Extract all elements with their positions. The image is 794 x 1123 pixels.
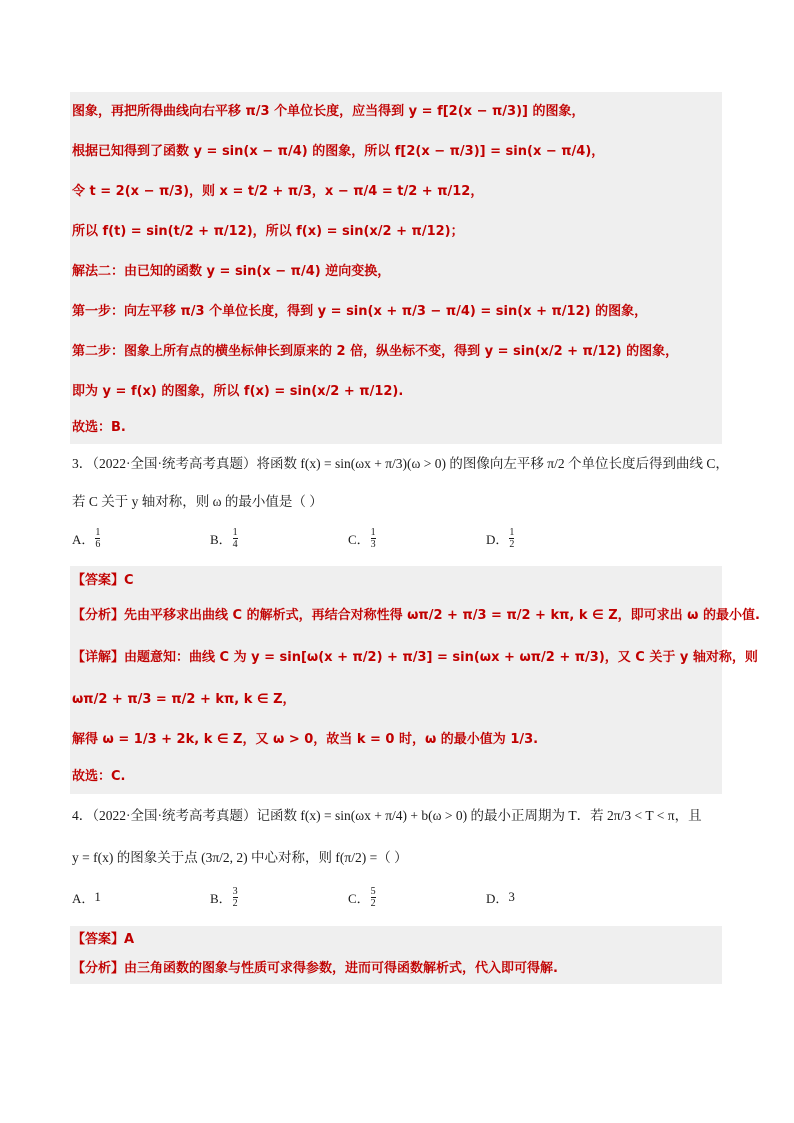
options-row <box>70 520 722 556</box>
question-stem: 4．（2022·全国·统考高考真题）记函数 f(x) = sin(ωx + π/4) + b(ω > 0) 的最小正周期为 T．若 2π/3 < T < π，且 <box>72 808 702 823</box>
answer-label: 【答案】A <box>72 932 135 947</box>
question-stem: y = f(x) 的图象关于点 (3π/2, 2) 中心对称，则 f(π/2) =（ ） <box>72 850 408 865</box>
solution-line: 第二步：图象上所有点的横坐标伸长到原来的 2 倍，纵坐标不变，得到 y = sin(x/2 + π/12) 的图象， <box>72 344 679 359</box>
solution-block-q2 <box>70 92 722 444</box>
option-d: D． $\frac{1}{2}$ <box>486 526 515 550</box>
options-row <box>70 878 722 916</box>
solution-line: 令 t = 2(x − π/3)，则 x = t/2 + π/3，x − π/4 = t/2 + π/12， <box>72 184 484 199</box>
detail-text: 解得 ω = 1/3 + 2k, k ∈ Z，又 ω > 0，故当 k = 0 时，ω 的最小值为 1/3. <box>72 732 539 747</box>
option-c: C． $\frac{1}{3}$ <box>348 526 376 550</box>
detail-text: 【详解】由题意知：曲线 C 为 y = sin[ω(x + π/2) + π/3] = sin(ωx + ωπ/2 + π/3)，又 C 关于 y 轴对称，则 <box>72 650 758 665</box>
question-stem: 若 C 关于 y 轴对称，则 ω 的最小值是（ ） <box>72 494 323 509</box>
choice-result: 故选：B. <box>72 420 126 435</box>
option-c: C． $\frac{5}{2}$ <box>348 885 376 909</box>
question-stem: 3．（2022·全国·统考高考真题）将函数 f(x) = sin(ωx + π/3)(ω > 0) 的图像向左平移 π/2 个单位长度后得到曲线 C， <box>72 456 729 471</box>
solution-line: 即为 y = f(x) 的图象，所以 f(x) = sin(x/2 + π/12). <box>72 384 404 399</box>
solution-line: 解法二：由已知的函数 y = sin(x − π/4) 逆向变换， <box>72 264 391 279</box>
question-3 <box>70 444 760 794</box>
detail-text: ωπ/2 + π/3 = π/2 + kπ, k ∈ Z， <box>72 692 296 707</box>
solution-block-q4 <box>70 926 722 984</box>
answer-label: 【答案】C <box>72 573 134 588</box>
solution-line: 第一步：向左平移 π/3 个单位长度，得到 y = sin(x + π/3 − π/4) = sin(x + π/12) 的图象， <box>72 304 648 319</box>
option-a: A． 1 <box>72 889 101 906</box>
analysis-text: 【分析】先由平移求出曲线 C 的解析式，再结合对称性得 ωπ/2 + π/3 = π/2 + kπ, k ∈ Z，即可求出 ω 的最小值. <box>72 608 760 623</box>
document-page <box>70 92 760 984</box>
option-b: B． $\frac{1}{4}$ <box>210 526 238 550</box>
solution-line: 根据已知得到了函数 y = sin(x − π/4) 的图象，所以 f[2(x − π/3)] = sin(x − π/4)， <box>72 144 605 159</box>
option-a: A． $\frac{1}{6}$ <box>72 526 101 550</box>
option-b: B． $\frac{3}{2}$ <box>210 885 238 909</box>
solution-line: 所以 f(t) = sin(t/2 + π/12)，所以 f(x) = sin(x/2 + π/12)； <box>72 224 464 239</box>
choice-result: 故选：C. <box>72 769 126 784</box>
analysis-text: 【分析】由三角函数的图象与性质可求得参数，进而可得函数解析式，代入即可得解. <box>72 961 558 976</box>
solution-line: 图象，再把所得曲线向右平移 π/3 个单位长度，应当得到 y = f[2(x − π/3)] 的图象， <box>72 104 585 119</box>
question-4 <box>70 794 722 984</box>
solution-block-q3 <box>70 566 760 794</box>
option-d: D． 3 <box>486 889 515 906</box>
